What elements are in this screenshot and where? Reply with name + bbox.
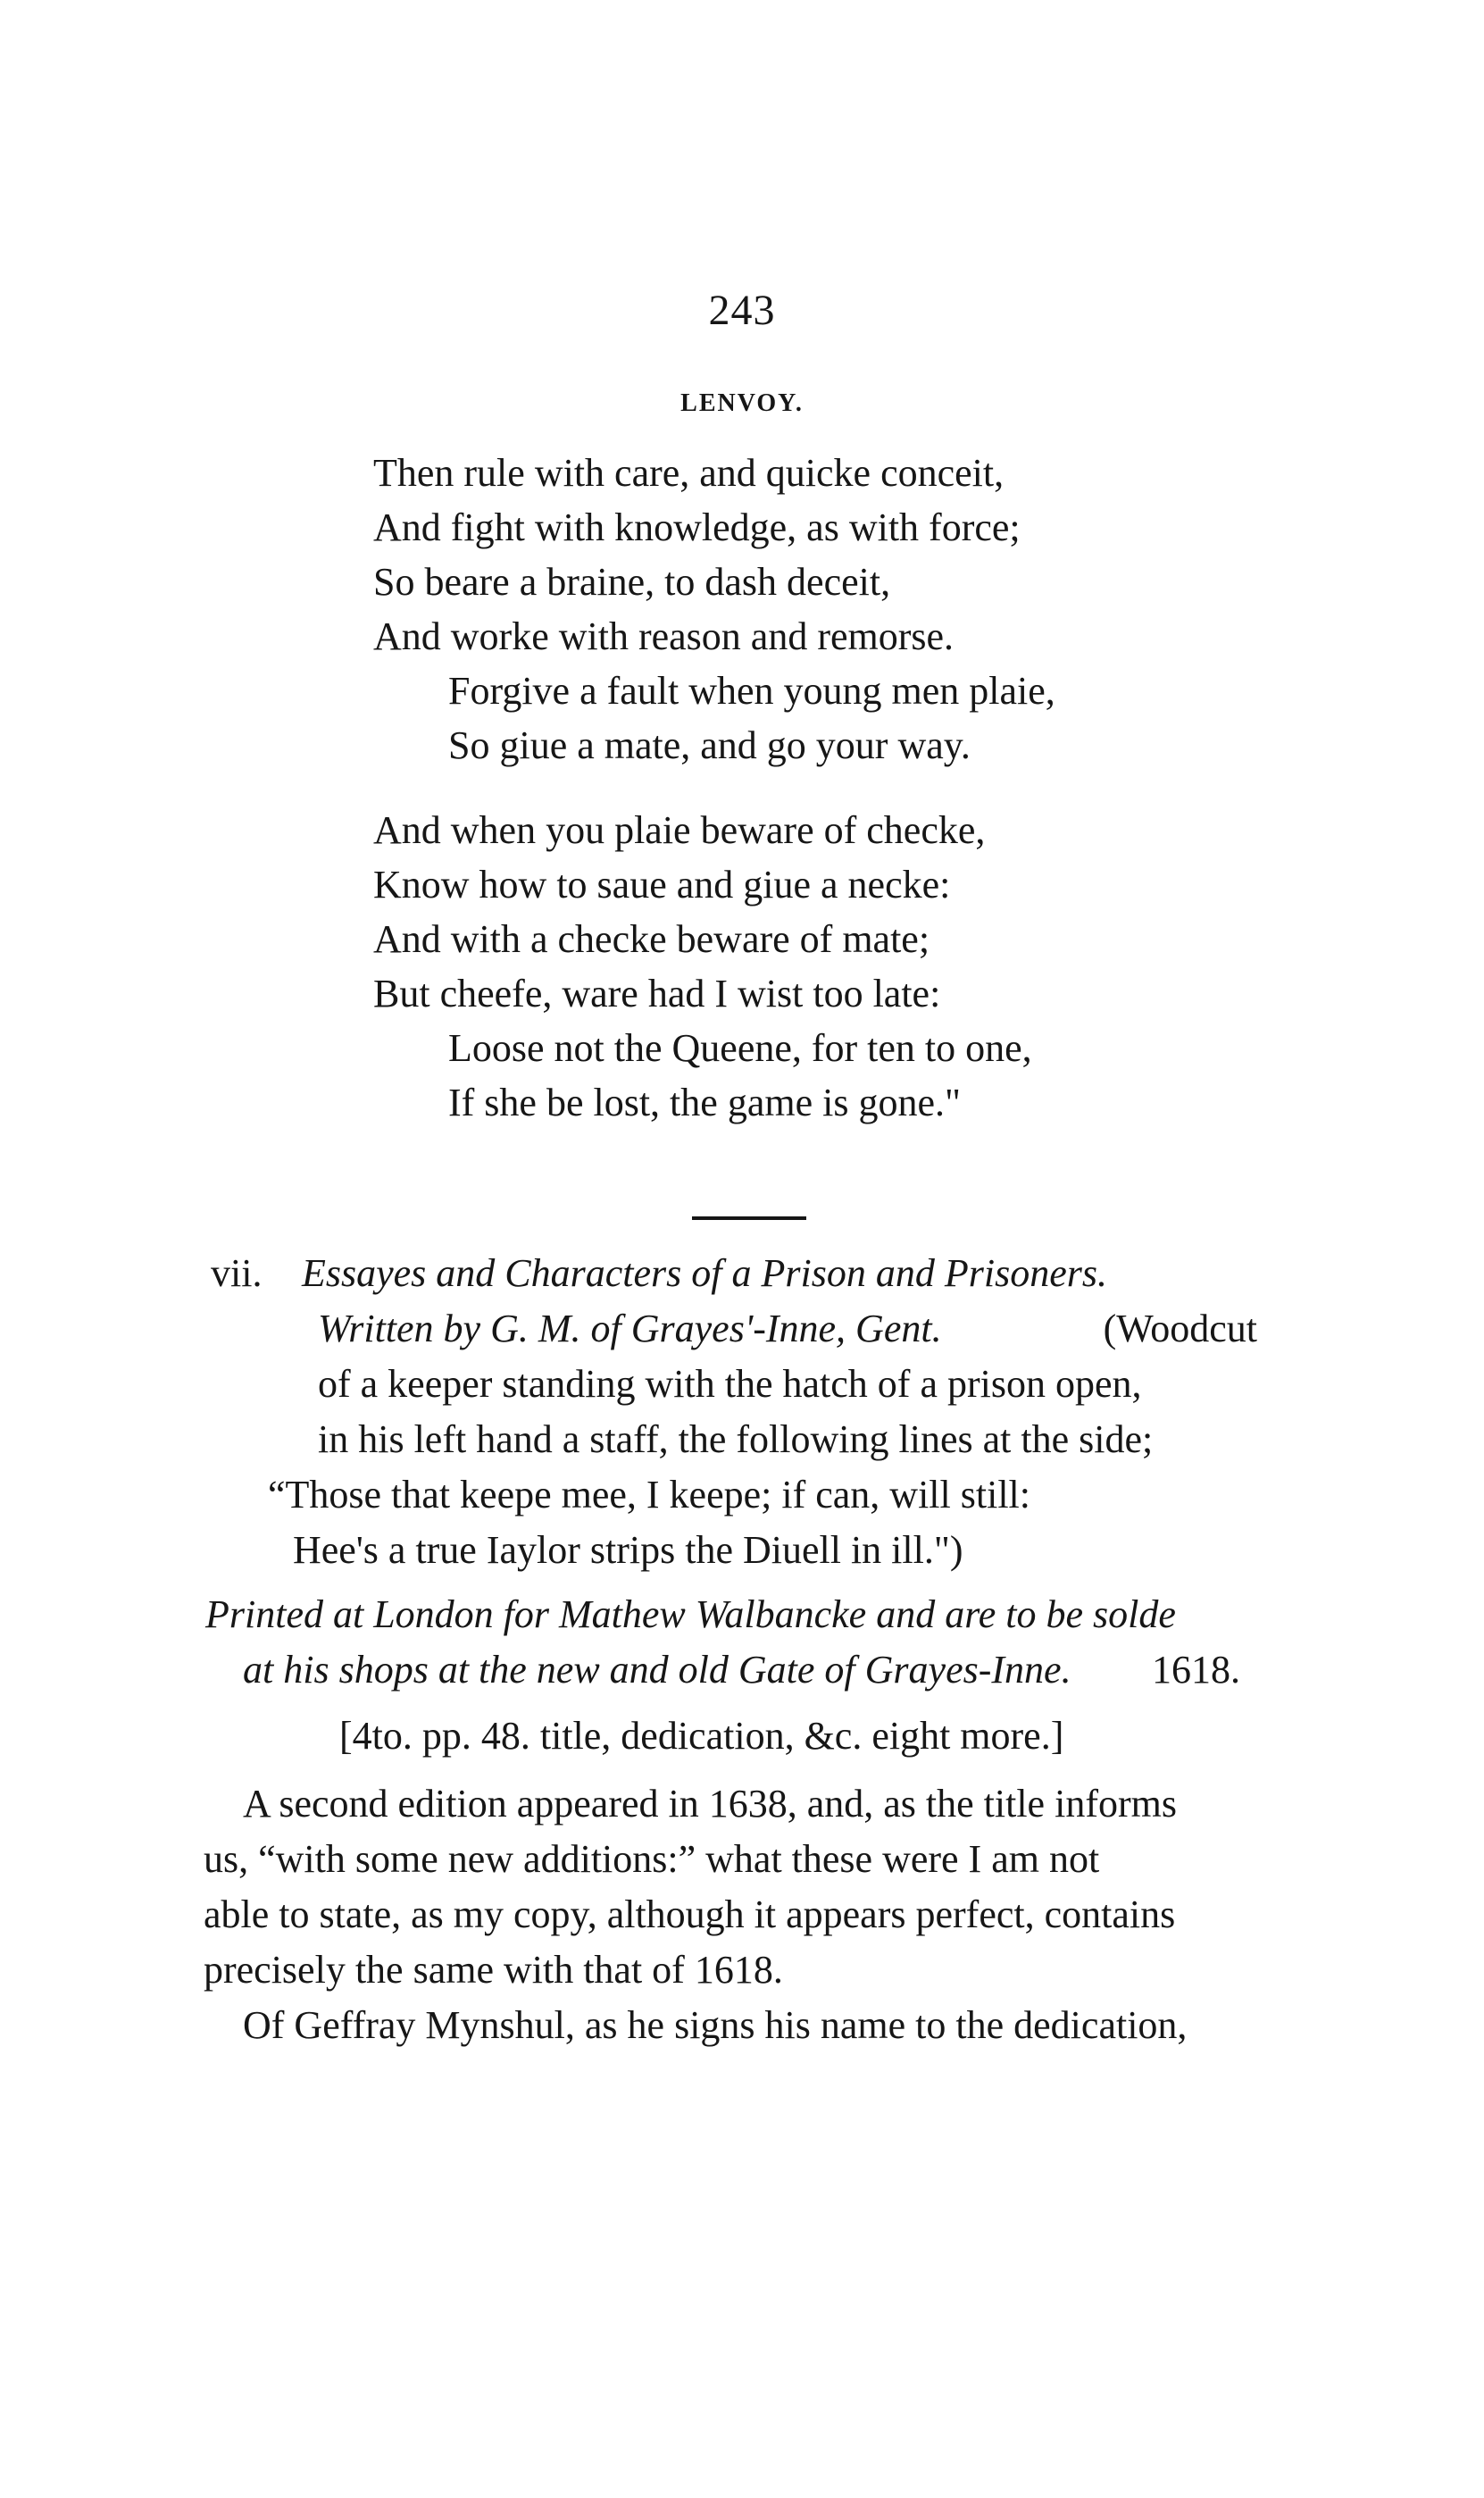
- paragraph-line: able to state, as my copy, although it appears perfect, contains: [204, 1892, 1176, 1936]
- section-divider: [692, 1216, 806, 1220]
- paragraph-line: precisely the same with that of 1618.: [204, 1948, 783, 1992]
- poem-line: Forgive a fault when young men plaie,: [448, 669, 1055, 713]
- poem-line: Loose not the Queene, for ten to one,: [448, 1026, 1032, 1070]
- poem-line: If she be lost, the game is gone.": [448, 1081, 961, 1124]
- poem-line: But cheefe, ware had I wist too late:: [373, 972, 941, 1015]
- woodcut-quote: Hee's a true Iaylor strips the Diuell in ill."): [293, 1528, 963, 1572]
- poem-line: Then rule with care, and quicke conceit,: [373, 451, 1005, 495]
- poem-line: And when you plaie beware of checke,: [373, 808, 986, 852]
- imprint: Printed at London for Mathew Walbancke and are to be solde: [205, 1592, 1176, 1636]
- collation: [4to. pp. 48. title, dedication, &c. eight more.]: [339, 1714, 1064, 1758]
- poem-line: And fight with knowledge, as with force;: [373, 505, 1021, 549]
- entry-title: Essayes and Characters of a Prison and Prisoners.: [302, 1251, 1107, 1295]
- entry-numeral: vii.: [211, 1251, 263, 1295]
- imprint: at his shops at the new and old Gate of Grayes-Inne.: [243, 1648, 1071, 1692]
- entry-description: in his left hand a staff, the following lines at the side;: [318, 1417, 1154, 1461]
- imprint-year: 1618.: [1152, 1648, 1240, 1692]
- entry-title-line: [302, 1249, 1257, 1299]
- paragraph-line: Of Geffray Mynshul, as he signs his name to the dedication,: [243, 2003, 1188, 2047]
- poem-line: And with a checke beware of mate;: [373, 917, 930, 961]
- paragraph-line: us, “with some new additions:” what these were I am not: [204, 1837, 1100, 1881]
- poem-line: Know how to saue and giue a necke:: [373, 863, 951, 906]
- section-heading: LENVOY.: [680, 389, 804, 417]
- entry-title-line-2: [318, 1304, 1257, 1354]
- poem-line: So beare a braine, to dash deceit,: [373, 560, 891, 604]
- poem-line: And worke with reason and remorse.: [373, 614, 955, 658]
- entry-author: Written by G. M. of Grayes'-Inne, Gent.: [318, 1307, 942, 1350]
- paragraph-line: A second edition appeared in 1638, and, as the title informs: [243, 1782, 1177, 1825]
- poem-line: So giue a mate, and go your way.: [448, 723, 971, 767]
- woodcut-quote: “Those that keepe mee, I keepe; if can, will still:: [268, 1473, 1031, 1516]
- entry-description: of a keeper standing with the hatch of a prison open,: [318, 1362, 1142, 1406]
- page-number: 243: [708, 287, 776, 334]
- entry-woodcut-note: (Woodcut: [1103, 1307, 1257, 1350]
